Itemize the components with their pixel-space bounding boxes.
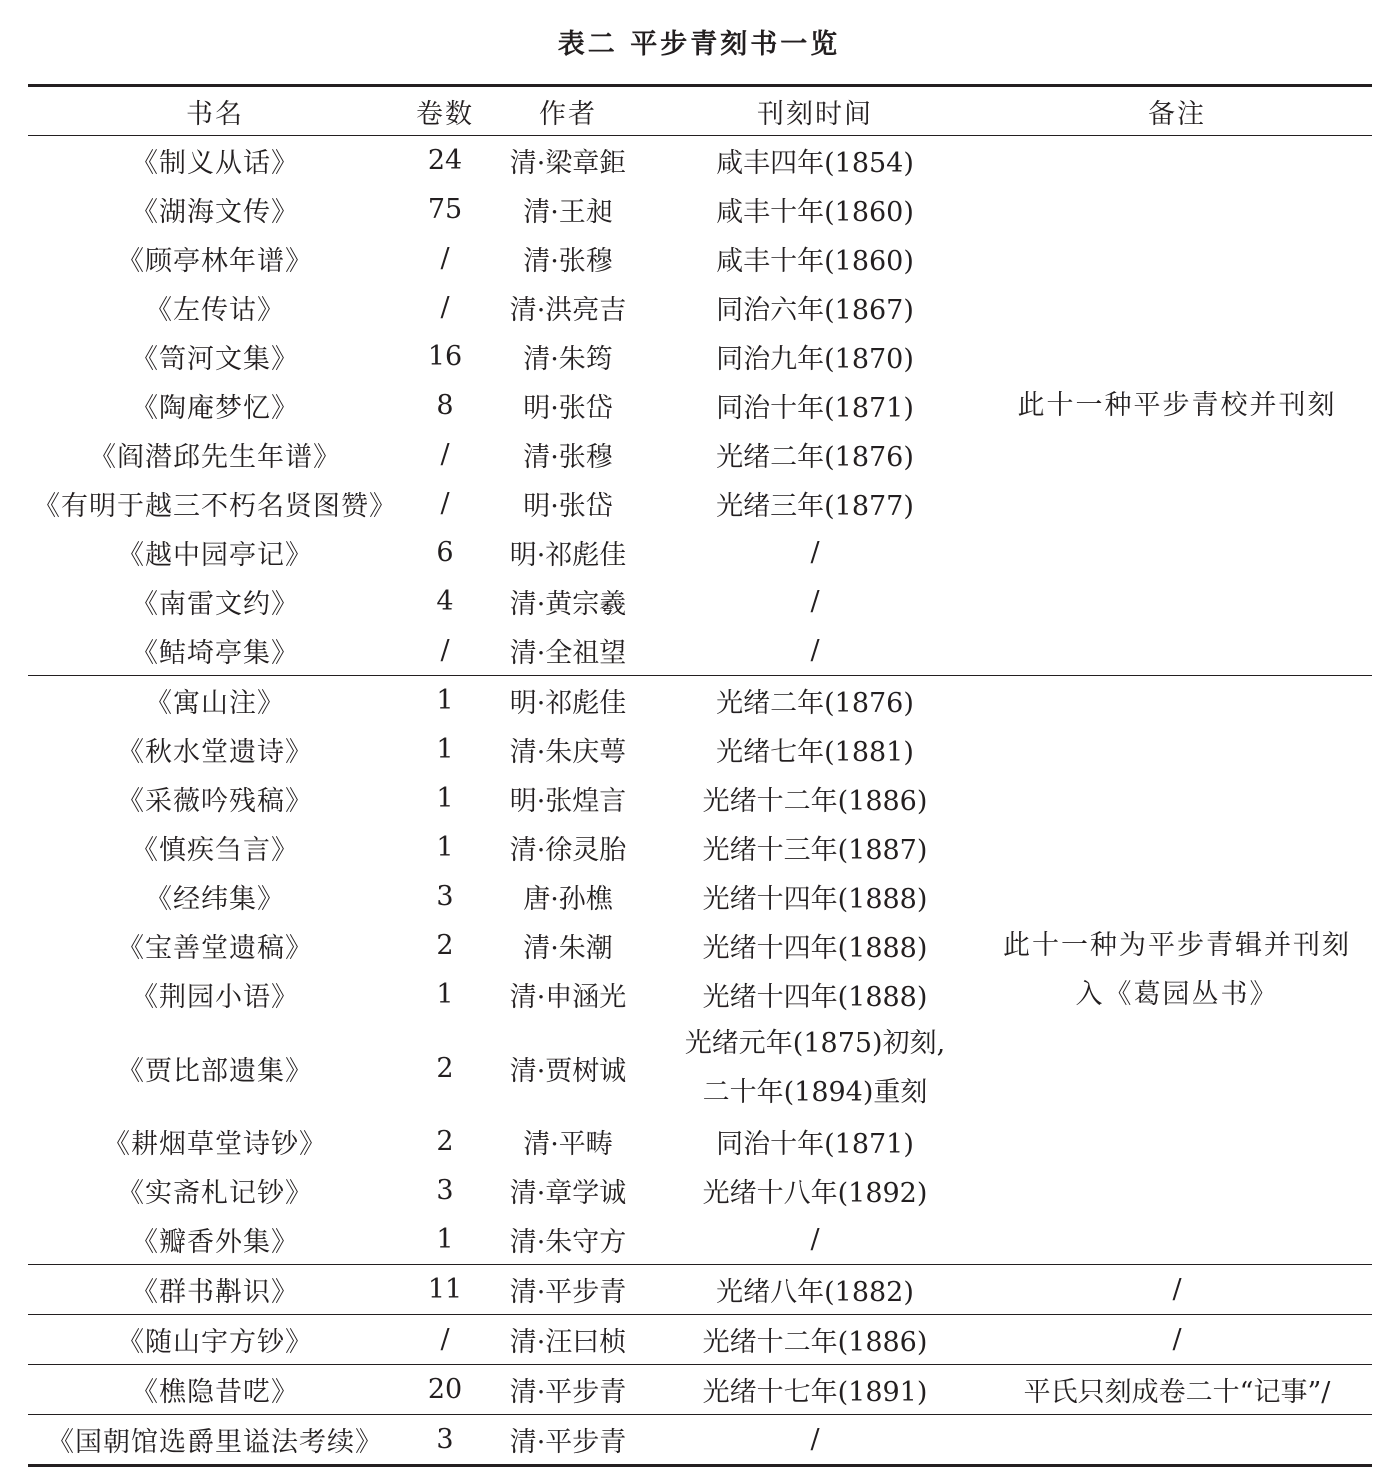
print-date: 光绪十二年(1886) xyxy=(702,786,928,817)
volume-count: / xyxy=(440,635,450,666)
print-date: 同治十年(1871) xyxy=(716,393,914,424)
print-date: 光绪二年(1876) xyxy=(716,442,914,473)
author: 清·朱守方 xyxy=(509,1227,627,1258)
header-volumes: 卷数 xyxy=(402,86,488,136)
book-title: 《耕烟草堂诗钞》 xyxy=(103,1129,327,1160)
volume-count: 2 xyxy=(436,1052,454,1084)
author: 清·汪曰桢 xyxy=(488,1315,648,1365)
volume-count: 75 xyxy=(427,194,463,225)
volume-count: 8 xyxy=(436,390,454,421)
print-date: 咸丰十年(1860) xyxy=(716,197,914,228)
author: 清·黄宗羲 xyxy=(509,589,627,620)
author: 清·张穆 xyxy=(523,246,613,277)
author: 清·贾树诚 xyxy=(509,1055,627,1087)
volume-count: 24 xyxy=(427,145,463,176)
volume-count: 3 xyxy=(402,1415,488,1466)
author: 清·平步青 xyxy=(488,1365,648,1415)
volume-count: 1 xyxy=(436,979,454,1010)
book-title: 《贾比部遗集》 xyxy=(117,1055,313,1087)
volume-count: / xyxy=(440,439,450,470)
print-date: 光绪三年(1877) xyxy=(716,491,914,522)
print-date-line1: 光绪元年(1875)初刻, xyxy=(684,1028,946,1059)
author: 明·祁彪佳 xyxy=(488,676,648,726)
author: 清·梁章鉅 xyxy=(509,148,627,179)
print-date: / xyxy=(810,635,820,666)
volume-count: / xyxy=(440,488,450,519)
author: 清·章学诚 xyxy=(509,1178,627,1209)
table-row xyxy=(28,1365,1372,1415)
author: 清·张穆 xyxy=(523,442,613,473)
author: 清·全祖望 xyxy=(509,638,627,669)
group-note: 此十一种平步青校并刊刻 xyxy=(1017,390,1337,421)
table-row xyxy=(28,1315,1372,1365)
author: 清·朱筠 xyxy=(523,344,613,375)
book-title: 《鲒埼亭集》 xyxy=(131,638,299,669)
print-date: / xyxy=(810,1224,820,1255)
row-note xyxy=(982,1415,1372,1466)
book-title: 《南雷文约》 xyxy=(131,589,299,620)
print-date: 光绪二年(1876) xyxy=(648,676,982,726)
volume-count: 4 xyxy=(436,586,454,617)
volume-count: 1 xyxy=(436,783,454,814)
author: 唐·孙樵 xyxy=(523,884,613,915)
volume-count: 1 xyxy=(402,676,488,726)
book-title: 《寓山注》 xyxy=(28,676,402,726)
volume-count: 6 xyxy=(436,537,454,568)
book-title: 《有明于越三不朽名贤图赞》 xyxy=(33,491,397,522)
volume-count: 1 xyxy=(436,734,454,765)
volume-count: 1 xyxy=(436,1224,454,1255)
print-date: / xyxy=(810,537,820,568)
book-title: 《顾亭林年谱》 xyxy=(117,246,313,277)
book-title: 《宝善堂遗稿》 xyxy=(117,933,313,964)
author: 清·平步青 xyxy=(488,1265,648,1315)
table-row xyxy=(28,1415,1372,1466)
print-date: 同治十年(1871) xyxy=(716,1129,914,1160)
volume-count: / xyxy=(402,1315,488,1365)
volume-count: 3 xyxy=(436,1175,454,1206)
author: 清·朱潮 xyxy=(523,933,613,964)
author: 清·徐灵胎 xyxy=(509,835,627,866)
book-title: 《樵隐昔呓》 xyxy=(28,1365,402,1415)
print-date: 咸丰四年(1854) xyxy=(716,148,914,179)
author: 清·平畴 xyxy=(523,1129,613,1160)
book-title: 《实斋札记钞》 xyxy=(117,1178,313,1209)
book-title: 《阎潜邱先生年谱》 xyxy=(89,442,341,473)
header-note: 备注 xyxy=(982,86,1372,136)
print-date: 光绪十七年(1891) xyxy=(648,1365,982,1415)
volume-count: 2 xyxy=(436,1126,454,1157)
row-note: / xyxy=(982,1315,1372,1365)
author: 清·王昶 xyxy=(523,197,613,228)
book-title: 《湖海文传》 xyxy=(131,197,299,228)
author: 清·朱庆萼 xyxy=(509,737,627,768)
header-date: 刊刻时间 xyxy=(648,86,982,136)
volume-count: / xyxy=(440,292,450,323)
book-title: 《瓣香外集》 xyxy=(131,1227,299,1258)
print-date: 同治六年(1867) xyxy=(716,295,914,326)
author: 明·张岱 xyxy=(523,393,613,424)
row-note: 平氏只刻成卷二十“记事”/ xyxy=(982,1365,1372,1415)
volume-count: 1 xyxy=(436,832,454,863)
book-title: 《随山宇方钞》 xyxy=(28,1315,402,1365)
book-title: 《越中园亭记》 xyxy=(117,540,313,571)
group-note-line1: 此十一种为平步青辑并刊刻 xyxy=(1003,930,1351,961)
header-author: 作者 xyxy=(488,86,648,136)
volume-count: / xyxy=(440,243,450,274)
book-title: 《秋水堂遗诗》 xyxy=(117,737,313,768)
book-title: 《群书斠识》 xyxy=(28,1265,402,1315)
book-title: 《采薇吟残稿》 xyxy=(117,786,313,817)
print-date: 光绪十四年(1888) xyxy=(702,933,928,964)
table-caption: 表二 平步青刻书一览 xyxy=(557,29,841,60)
print-date: 光绪十三年(1887) xyxy=(702,835,928,866)
author: 明·张煌言 xyxy=(509,786,627,817)
print-date: 同治九年(1870) xyxy=(716,344,914,375)
volume-count: 11 xyxy=(402,1265,488,1315)
header-row xyxy=(28,86,1372,136)
author: 清·申涵光 xyxy=(509,982,627,1013)
volume-count: 16 xyxy=(427,341,463,372)
row-note: / xyxy=(982,1265,1372,1315)
table-row xyxy=(28,676,1372,726)
volume-count: 20 xyxy=(402,1365,488,1415)
print-date: 咸丰十年(1860) xyxy=(716,246,914,277)
table-row xyxy=(28,136,1372,186)
volume-count: 2 xyxy=(436,930,454,961)
book-title: 《左传诂》 xyxy=(145,295,285,326)
author: 清·洪亮吉 xyxy=(509,295,627,326)
print-date: 光绪十八年(1892) xyxy=(702,1178,928,1209)
book-title: 《陶庵梦忆》 xyxy=(131,393,299,424)
print-date xyxy=(648,1019,982,1117)
table-row xyxy=(28,1265,1372,1315)
header-title: 书名 xyxy=(28,86,402,136)
author: 清·平步青 xyxy=(488,1415,648,1466)
book-title: 《荆园小语》 xyxy=(131,982,299,1013)
book-title: 《国朝馆选爵里谥法考续》 xyxy=(28,1415,402,1466)
book-title: 《笥河文集》 xyxy=(131,344,299,375)
print-date: / xyxy=(810,586,820,617)
print-date: 光绪十四年(1888) xyxy=(702,982,928,1013)
group-note xyxy=(982,676,1372,1265)
group-note-line2: 入《葛园丛书》 xyxy=(1075,979,1279,1010)
book-title: 《慎疾刍言》 xyxy=(131,835,299,866)
volume-count: 3 xyxy=(436,881,454,912)
author: 明·祁彪佳 xyxy=(509,540,627,571)
book-title: 《制义从话》 xyxy=(131,148,299,179)
book-table xyxy=(28,84,1372,1467)
print-date-line2: 二十年(1894)重刻 xyxy=(702,1077,928,1108)
print-date: 光绪七年(1881) xyxy=(716,737,914,768)
print-date: 光绪十二年(1886) xyxy=(648,1315,982,1365)
print-date: 光绪十四年(1888) xyxy=(702,884,928,915)
print-date: / xyxy=(648,1415,982,1466)
author: 明·张岱 xyxy=(523,491,613,522)
book-title: 《经纬集》 xyxy=(145,884,285,915)
print-date: 光绪八年(1882) xyxy=(648,1265,982,1315)
